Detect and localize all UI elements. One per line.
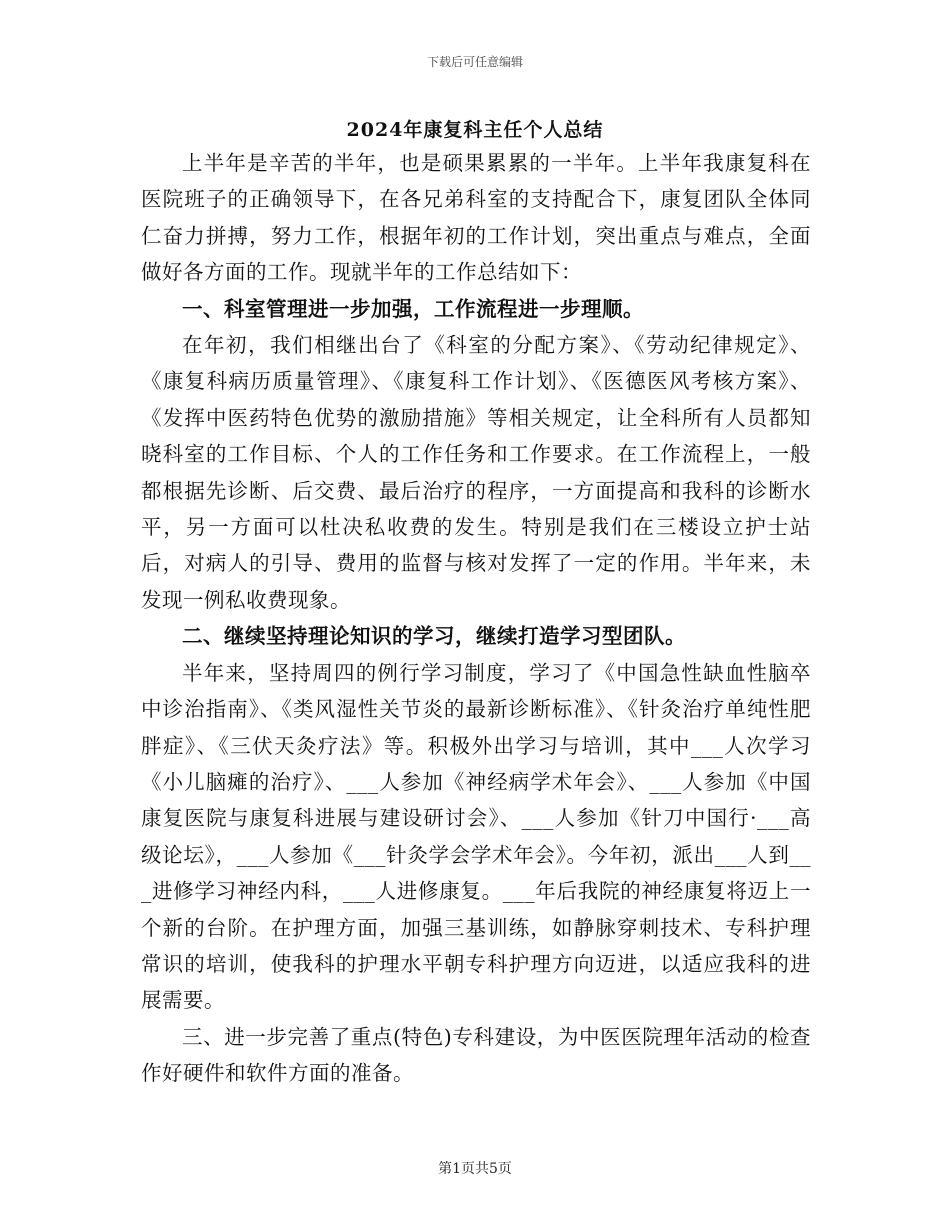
intro-paragraph: 上半年是辛苦的半年，也是硕果累累的一半年。上半年我康复科在医院班子的正确领导下，在各兄弟科室的支持配合下，康复团队全体同仁奋力拼搏，努力工作，根据年初的工作计划，突出重点与难点，全面做好各方面的工作。现就半年的工作总结如下： bbox=[141, 151, 811, 285]
document-title: 2024年康复科主任个人总结 bbox=[346, 119, 604, 141]
download-note: 下载后可任意编辑 bbox=[426, 55, 523, 69]
section-heading-1: 一、科室管理进一步加强，工作流程进一步理顺。 bbox=[182, 296, 644, 321]
page-number: 第1页共5页 bbox=[438, 1161, 512, 1177]
document-body bbox=[141, 145, 811, 1092]
section-3-paragraph: 三、进一步完善了重点(特色)专科建设，为中医医院理年活动的检查作好硬件和软件方面的准备。 bbox=[141, 1024, 811, 1086]
section-2-paragraph: 半年来，坚持周四的例行学习制度，学习了《中国急性缺血性脑卒中诊治指南》、《类风湿性关节炎的最新诊断标准》、《针灸治疗单纯性肥胖症》、《三伏天灸疗法》等。积极外出学习与培训，其中___人次学习《小儿脑瘫的治疗》、___人参加《神经病学术年会》、___人参加《中国康复医院与康复科进展与建设研讨会》、___人参加《针刀中国行·___高级论坛》，___人参加《___针灸学会学术年会》。今年初，派出___人到___进修学习神经内科，___人进修康复。___年后我院的神经康复将迈上一个新的台阶。在护理方面，加强三基训练，如静脉穿刺技术、专科护理常识的培训，使我科的护理水平朝专科护理方向迈进，以适应我科的进展需要。 bbox=[141, 660, 811, 1013]
section-heading-2: 二、继续坚持理论知识的学习，继续打造学习型团队。 bbox=[182, 624, 686, 649]
section-1-paragraph: 在年初，我们相继出台了《科室的分配方案》、《劳动纪律规定》、《康复科病历质量管理》、《康复科工作计划》、《医德医风考核方案》、《发挥中医药特色优势的激励措施》等相关规定，让全科所有人员都知晓科室的工作目标、个人的工作任务和工作要求。在工作流程上，一般都根据先诊断、后交费、最后治疗的程序，一方面提高和我科的诊断水平，另一方面可以杜决私收费的发生。特别是我们在三楼设立护士站后，对病人的引导、费用的监督与核对发挥了一定的作用。半年来，未发现一例私收费现象。 bbox=[141, 333, 811, 612]
